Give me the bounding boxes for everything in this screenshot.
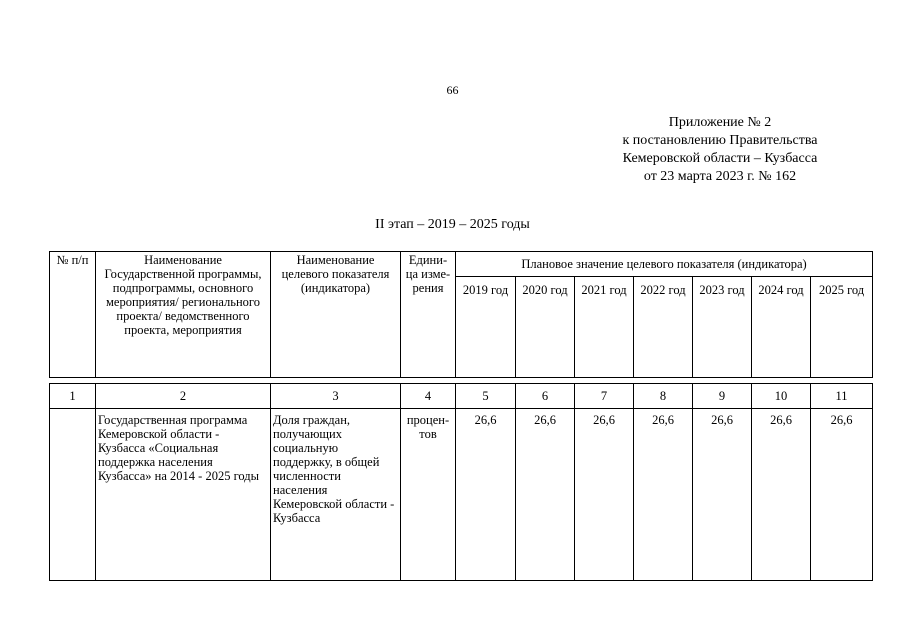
appendix-line-2: к постановлению Правительства (622, 133, 818, 148)
appendix-header (600, 114, 840, 186)
header-year: 2022 год (634, 277, 693, 378)
row-program: Государственная программа Кемеровской области - Кузбасса «Социальная поддержка населения Кузбасса» на 2014 - 2025 годы (96, 409, 271, 581)
header-year: 2019 год (456, 277, 516, 378)
column-number: 3 (271, 384, 401, 409)
appendix-line-1: Приложение № 2 (668, 115, 772, 130)
row-unit: процен-тов (401, 409, 456, 581)
row-num (50, 409, 96, 581)
appendix-line-3: Кемеровской области – Кузбасса (622, 151, 818, 166)
column-number: 10 (752, 384, 811, 409)
column-number: 6 (516, 384, 575, 409)
row-value: 26,6 (693, 409, 752, 581)
header-year: 2023 год (693, 277, 752, 378)
row-value: 26,6 (752, 409, 811, 581)
header-indicator: Наименование целевого показателя (индикатора) (271, 252, 401, 378)
header-year: 2024 год (752, 277, 811, 378)
header-row-1 (50, 252, 873, 277)
row-value: 26,6 (811, 409, 873, 581)
stage-title: II этап – 2019 – 2025 годы (375, 217, 530, 232)
header-unit: Едини-ца изме-рения (401, 252, 456, 378)
column-number: 5 (456, 384, 516, 409)
table-row (50, 409, 873, 581)
row-value: 26,6 (575, 409, 634, 581)
row-value: 26,6 (456, 409, 516, 581)
header-year: 2021 год (575, 277, 634, 378)
header-program: Наименование Государственной программы, подпрограммы, основного мероприятия/ регионального проекта/ ведомственного проекта, мероприятия (96, 252, 271, 378)
header-plan: Плановое значение целевого показателя (индикатора) (456, 252, 873, 277)
column-number: 11 (811, 384, 873, 409)
row-value: 26,6 (634, 409, 693, 581)
column-number: 4 (401, 384, 456, 409)
appendix-line-4: от 23 марта 2023 г. № 162 (643, 169, 797, 184)
column-number: 1 (50, 384, 96, 409)
row-value: 26,6 (516, 409, 575, 581)
column-number: 7 (575, 384, 634, 409)
row-indicator: Доля граждан, получающих социальную поддержку, в общей численности населения Кемеровской области - Кузбасса (271, 409, 401, 581)
column-number: 2 (96, 384, 271, 409)
column-number: 8 (634, 384, 693, 409)
header-year: 2025 год (811, 277, 873, 378)
indicator-table (49, 251, 873, 581)
page-number: 66 (446, 83, 459, 97)
column-number: 9 (693, 384, 752, 409)
header-year: 2020 год (516, 277, 575, 378)
column-number-row (50, 384, 873, 409)
header-num: № п/п (50, 252, 96, 378)
